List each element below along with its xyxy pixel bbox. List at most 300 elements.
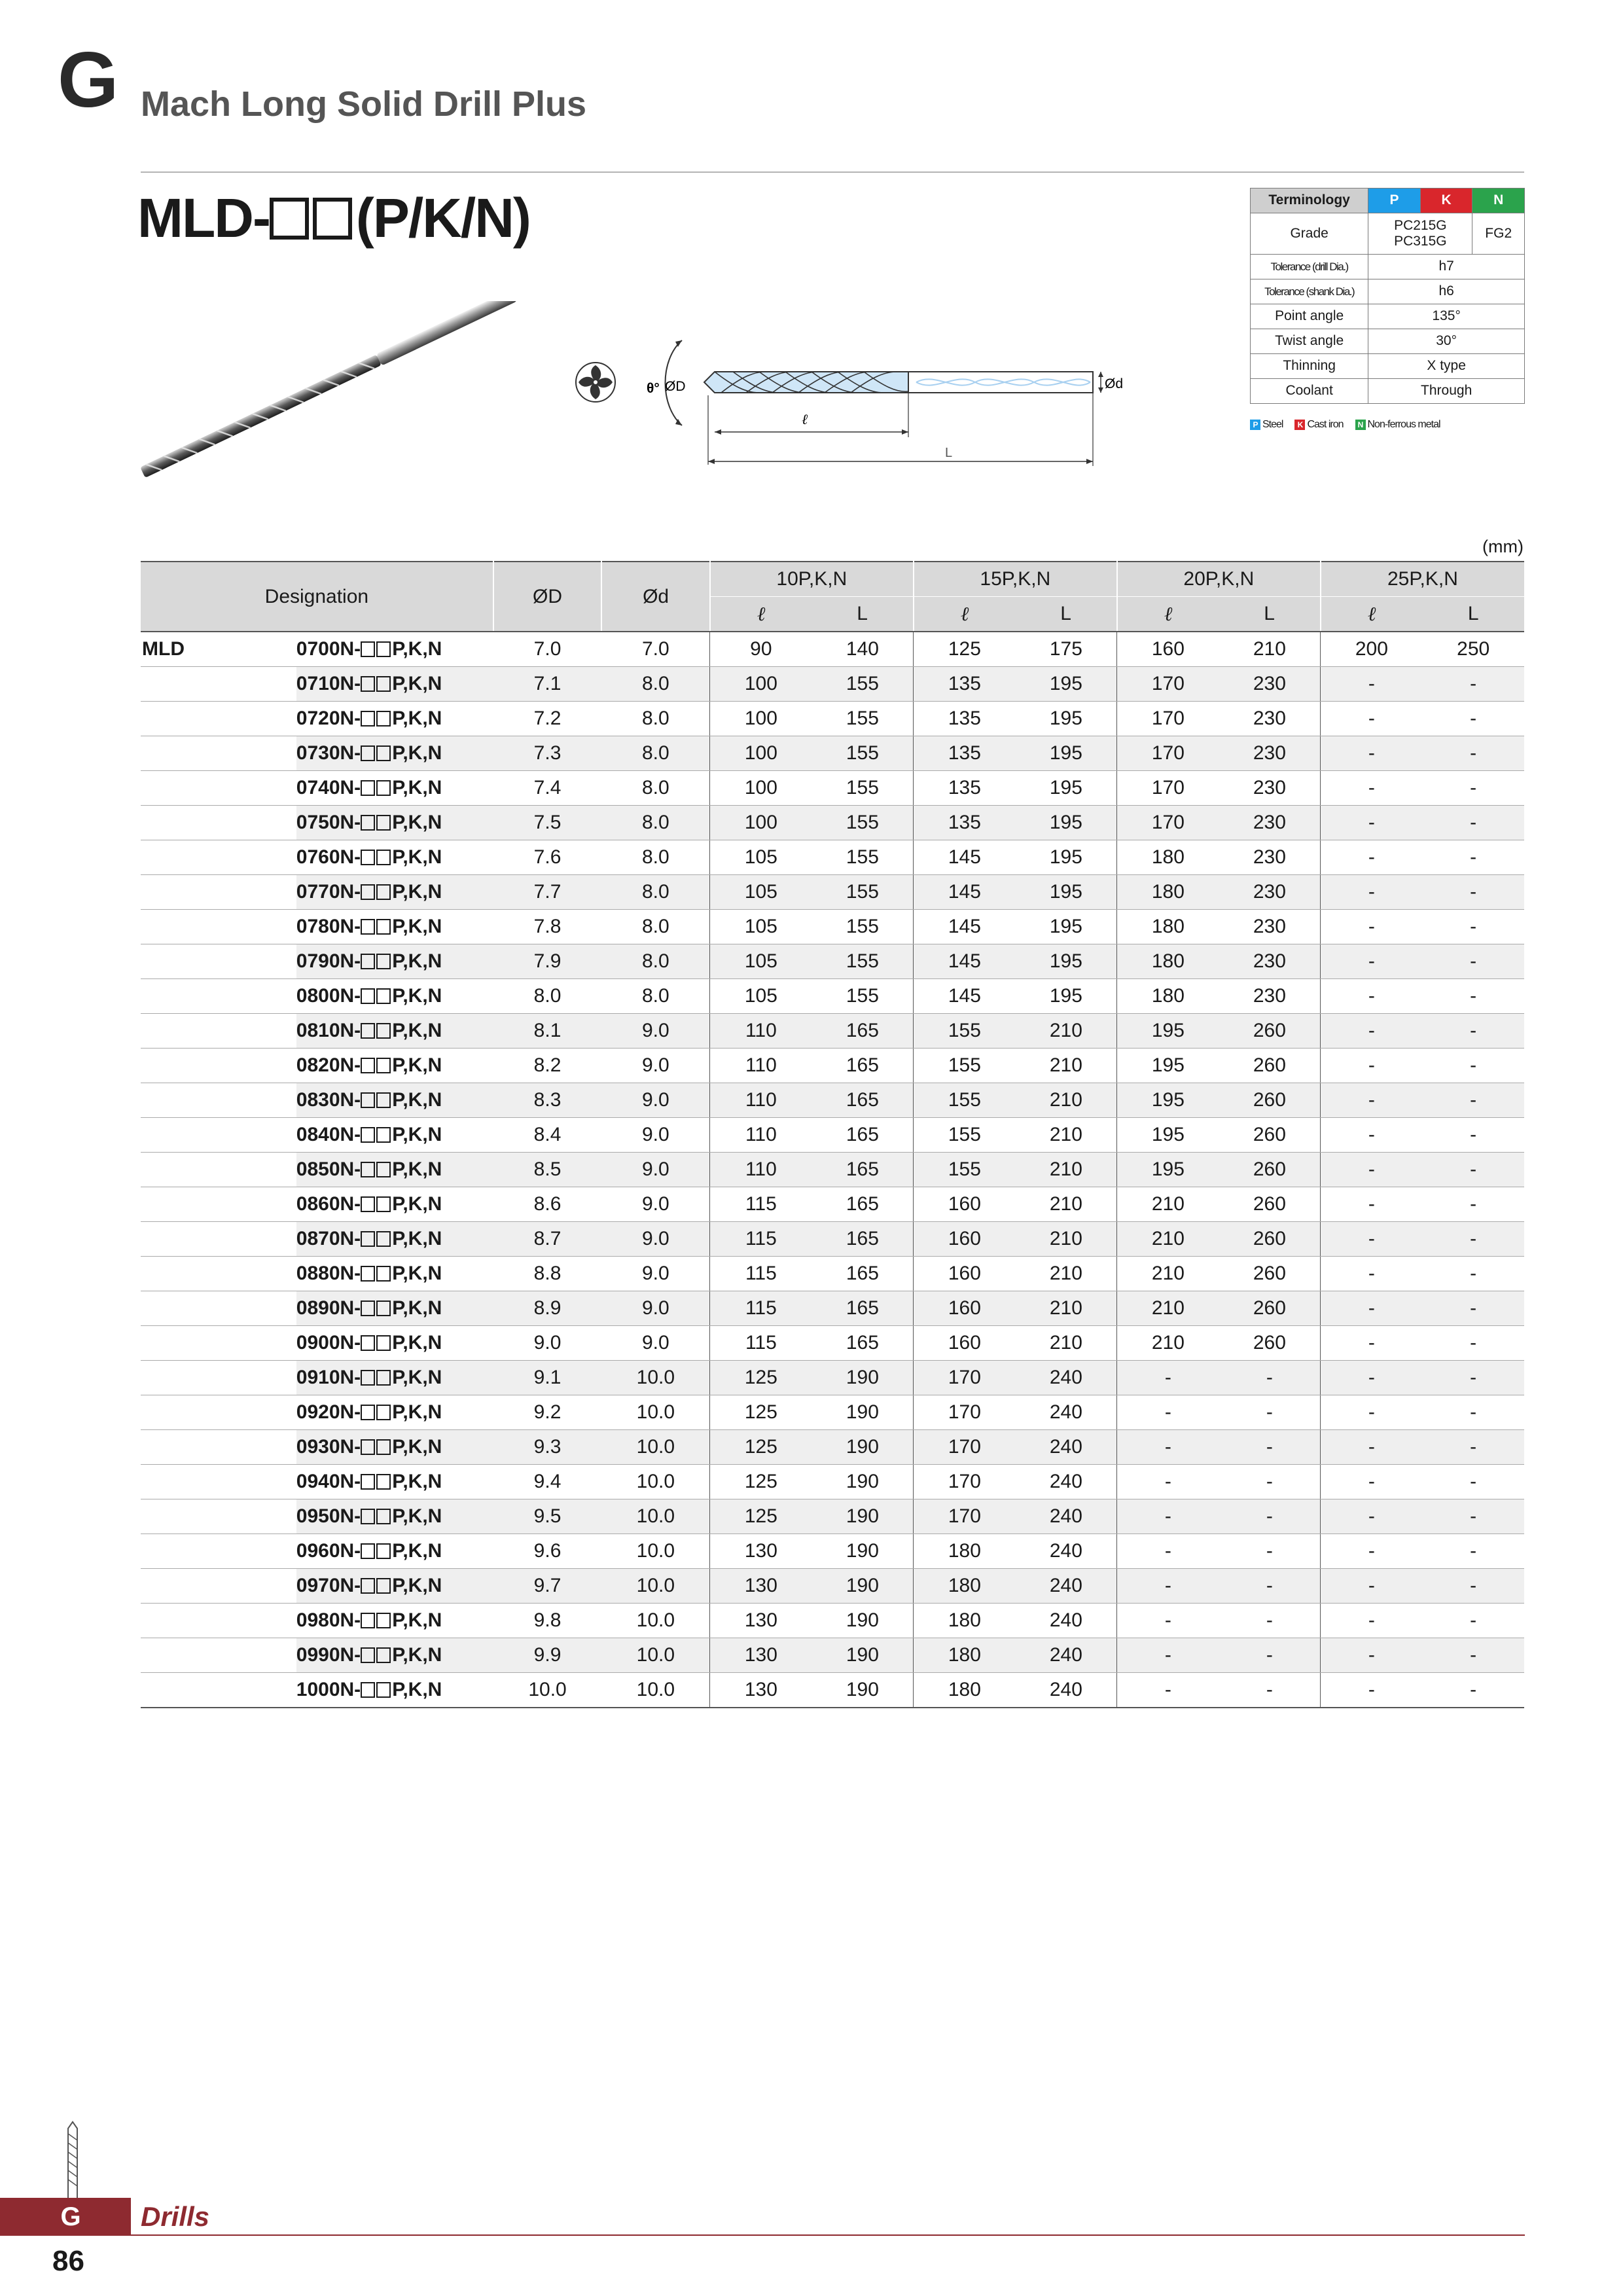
designation-suffix: P,K,N xyxy=(392,950,442,972)
section-tab-letter: G xyxy=(60,2202,81,2231)
designation-code: 0950N- xyxy=(296,1505,361,1527)
designation-code: 0990N- xyxy=(296,1644,361,1666)
designation-code: 0820N- xyxy=(296,1054,361,1076)
total-length-cell: - xyxy=(1422,875,1524,910)
designation-code: 0750N- xyxy=(296,812,361,833)
flute-length-cell: 145 xyxy=(914,944,1016,979)
flute-length-cell: 145 xyxy=(914,840,1016,875)
series-cell xyxy=(141,1604,296,1638)
legend-label: Cast iron xyxy=(1307,419,1344,430)
total-length-cell: - xyxy=(1219,1638,1321,1673)
total-length-cell: 250 xyxy=(1422,632,1524,667)
designation-cell xyxy=(296,1569,493,1604)
series-cell xyxy=(141,1257,296,1291)
code-placeholder-box xyxy=(376,1682,391,1698)
total-length-cell: 240 xyxy=(1015,1465,1117,1499)
code-placeholder-box xyxy=(361,676,375,692)
code-placeholder-box xyxy=(361,1474,375,1490)
designation-suffix: P,K,N xyxy=(392,1679,442,1700)
series-cell xyxy=(141,944,296,979)
dia-D-cell: 7.6 xyxy=(493,840,602,875)
group-header-10: 10P,K,N xyxy=(710,562,914,597)
flute-length-cell: 155 xyxy=(914,1049,1016,1083)
total-length-cell: 165 xyxy=(812,1118,914,1153)
flute-length-cell: 210 xyxy=(1117,1291,1219,1326)
total-length-cell: 260 xyxy=(1219,1291,1321,1326)
dia-D-header: ØD xyxy=(493,562,602,632)
table-row xyxy=(141,632,1524,667)
code-placeholder-box xyxy=(361,1405,375,1420)
code-placeholder-box xyxy=(361,1439,375,1455)
total-length-cell: 230 xyxy=(1219,910,1321,944)
term-value: Through xyxy=(1368,379,1525,404)
total-length-col-header: L xyxy=(1015,597,1117,632)
flute-length-cell: 135 xyxy=(914,667,1016,702)
series-cell xyxy=(141,840,296,875)
total-length-cell: - xyxy=(1219,1395,1321,1430)
flute-length-cell: 195 xyxy=(1117,1118,1219,1153)
dia-d-cell: 10.0 xyxy=(601,1361,710,1395)
grade-p-header: P xyxy=(1368,188,1421,213)
total-length-cell: 155 xyxy=(812,736,914,771)
flute-length-cell: - xyxy=(1117,1430,1219,1465)
total-length-cell: 155 xyxy=(812,840,914,875)
flute-length-cell: 135 xyxy=(914,702,1016,736)
designation-cell xyxy=(296,1118,493,1153)
designation-code: 0890N- xyxy=(296,1297,361,1319)
total-length-cell: 165 xyxy=(812,1049,914,1083)
designation-suffix: P,K,N xyxy=(392,1297,442,1319)
designation-suffix: P,K,N xyxy=(392,1505,442,1527)
dia-d-cell: 10.0 xyxy=(601,1395,710,1430)
flute-length-cell: 125 xyxy=(710,1499,812,1534)
designation-code: 0900N- xyxy=(296,1332,361,1354)
flute-length-cell: 125 xyxy=(710,1361,812,1395)
designation-code: 0960N- xyxy=(296,1540,361,1562)
dia-D-cell: 7.2 xyxy=(493,702,602,736)
code-placeholder-box xyxy=(361,954,375,969)
flute-length-cell: - xyxy=(1117,1361,1219,1395)
total-length-cell: 230 xyxy=(1219,667,1321,702)
flute-length-cell: 180 xyxy=(1117,944,1219,979)
flute-length-cell: 155 xyxy=(914,1083,1016,1118)
designation-code: 0920N- xyxy=(296,1401,361,1423)
code-placeholder-box xyxy=(376,815,391,831)
flute-length-cell: 200 xyxy=(1321,632,1423,667)
flute-length-cell: 125 xyxy=(710,1465,812,1499)
series-cell xyxy=(141,1291,296,1326)
total-length-cell: - xyxy=(1422,840,1524,875)
total-length-cell: 190 xyxy=(812,1361,914,1395)
product-title xyxy=(137,187,530,250)
flute-length-cell: 210 xyxy=(1117,1187,1219,1222)
section-label: Drills xyxy=(141,2201,210,2232)
designation-suffix: P,K,N xyxy=(392,638,442,660)
code-placeholder-box xyxy=(376,1405,391,1420)
dia-D-cell: 8.0 xyxy=(493,979,602,1014)
term-value: h6 xyxy=(1368,279,1525,304)
flute-length-cell: 125 xyxy=(914,632,1016,667)
total-length-cell: 155 xyxy=(812,944,914,979)
total-length-cell: - xyxy=(1219,1465,1321,1499)
total-length-cell: - xyxy=(1422,1153,1524,1187)
designation-code: 0840N- xyxy=(296,1124,361,1145)
flute-length-cell: 180 xyxy=(1117,979,1219,1014)
series-cell xyxy=(141,979,296,1014)
series-cell xyxy=(141,1014,296,1049)
designation-suffix: P,K,N xyxy=(392,1401,442,1423)
designation-code: 1000N- xyxy=(296,1679,361,1700)
total-length-cell: 210 xyxy=(1015,1153,1117,1187)
flute-length-cell: - xyxy=(1117,1638,1219,1673)
designation-cell xyxy=(296,1153,493,1187)
dia-D-cell: 8.5 xyxy=(493,1153,602,1187)
total-length-cell: 240 xyxy=(1015,1604,1117,1638)
flute-length-cell: - xyxy=(1321,1604,1423,1638)
dia-d-cell: 9.0 xyxy=(601,1153,710,1187)
section-title: Mach Long Solid Drill Plus xyxy=(141,84,587,124)
total-length-cell: 195 xyxy=(1015,702,1117,736)
legend-item-non-ferrous xyxy=(1355,419,1440,431)
legend-swatch-k: K xyxy=(1294,420,1305,430)
flute-length-cell: 90 xyxy=(710,632,812,667)
flute-length-label: ℓ xyxy=(802,412,808,428)
dia-D-cell: 9.6 xyxy=(493,1534,602,1569)
total-length-cell: - xyxy=(1422,1499,1524,1534)
total-length-cell: 240 xyxy=(1015,1638,1117,1673)
total-length-cell: 190 xyxy=(812,1638,914,1673)
flute-length-cell: - xyxy=(1321,702,1423,736)
designation-code: 0780N- xyxy=(296,916,361,937)
dia-D-cell: 8.7 xyxy=(493,1222,602,1257)
flute-length-cell: 170 xyxy=(914,1430,1016,1465)
designation-cell xyxy=(296,1673,493,1708)
code-placeholder-box xyxy=(361,1092,375,1108)
designation-code: 0800N- xyxy=(296,985,361,1007)
shank-diameter-label: Ød xyxy=(1105,376,1124,391)
code-placeholder-box xyxy=(376,1474,391,1490)
flute-length-cell: 180 xyxy=(914,1604,1016,1638)
total-length-cell: 210 xyxy=(1015,1222,1117,1257)
flute-length-cell: 110 xyxy=(710,1014,812,1049)
series-cell xyxy=(141,875,296,910)
dia-D-cell: 7.5 xyxy=(493,806,602,840)
product-prefix: MLD- xyxy=(137,187,270,249)
designation-suffix: P,K,N xyxy=(392,812,442,833)
dia-d-cell: 8.0 xyxy=(601,875,710,910)
designation-cell xyxy=(296,840,493,875)
drill-dimension-diagram xyxy=(569,321,1230,471)
dia-D-cell: 9.4 xyxy=(493,1465,602,1499)
dia-d-cell: 8.0 xyxy=(601,806,710,840)
flute-length-cell: 170 xyxy=(1117,736,1219,771)
flute-length-cell: 130 xyxy=(710,1604,812,1638)
flute-length-cell: 130 xyxy=(710,1673,812,1708)
code-placeholder-box xyxy=(361,1543,375,1559)
total-length-cell: 260 xyxy=(1219,1187,1321,1222)
total-length-cell: - xyxy=(1219,1673,1321,1708)
code-placeholder-box xyxy=(376,1058,391,1073)
series-cell xyxy=(141,1187,296,1222)
dia-d-cell: 9.0 xyxy=(601,1326,710,1361)
dia-d-cell: 9.0 xyxy=(601,1014,710,1049)
designation-cell xyxy=(296,736,493,771)
code-placeholder-box xyxy=(376,954,391,969)
series-cell xyxy=(141,1153,296,1187)
flute-length-cell: 110 xyxy=(710,1083,812,1118)
series-cell xyxy=(141,1395,296,1430)
total-length-cell: 175 xyxy=(1015,632,1117,667)
designation-code: 0700N- xyxy=(296,638,361,660)
total-length-cell: 230 xyxy=(1219,875,1321,910)
legend-item-steel xyxy=(1250,419,1283,431)
dia-D-cell: 10.0 xyxy=(493,1673,602,1708)
designation-cell xyxy=(296,1014,493,1049)
total-length-cell: - xyxy=(1422,1673,1524,1708)
total-length-cell: - xyxy=(1422,702,1524,736)
total-length-cell: 195 xyxy=(1015,806,1117,840)
total-length-cell: 210 xyxy=(1015,1187,1117,1222)
dia-D-cell: 8.9 xyxy=(493,1291,602,1326)
flute-length-cell: 180 xyxy=(1117,840,1219,875)
footer-divider xyxy=(131,2234,1525,2236)
total-length-cell: 155 xyxy=(812,771,914,806)
code-placeholder-box xyxy=(361,1196,375,1212)
table-row xyxy=(141,1153,1524,1187)
dia-D-cell: 9.5 xyxy=(493,1499,602,1534)
code-placeholder-box xyxy=(361,1613,375,1628)
dia-d-cell: 9.0 xyxy=(601,1049,710,1083)
flute-length-cell: - xyxy=(1321,1049,1423,1083)
flute-length-cell: - xyxy=(1321,979,1423,1014)
series-cell xyxy=(141,702,296,736)
total-length-cell: 195 xyxy=(1015,875,1117,910)
flute-length-cell: - xyxy=(1321,1534,1423,1569)
grade-n-header: N xyxy=(1472,188,1525,213)
table-row xyxy=(141,702,1524,736)
total-length-cell: - xyxy=(1422,1187,1524,1222)
designation-code: 0930N- xyxy=(296,1436,361,1458)
group-header-15: 15P,K,N xyxy=(914,562,1117,597)
flute-length-cell: - xyxy=(1321,1569,1423,1604)
total-length-label: L xyxy=(945,446,953,460)
grade-pk-value: PC215G PC315G xyxy=(1368,213,1472,255)
flute-length-cell: - xyxy=(1321,1083,1423,1118)
flute-length-cell: 160 xyxy=(1117,632,1219,667)
product-suffix: (P/K/N) xyxy=(355,187,530,249)
dia-d-cell: 8.0 xyxy=(601,840,710,875)
flute-length-cell: 195 xyxy=(1117,1153,1219,1187)
designation-cell xyxy=(296,1257,493,1291)
total-length-cell: - xyxy=(1422,1604,1524,1638)
table-row xyxy=(141,806,1524,840)
code-placeholder-box xyxy=(361,1127,375,1143)
flute-length-cell: 210 xyxy=(1117,1222,1219,1257)
series-cell xyxy=(141,1499,296,1534)
flute-length-cell: 105 xyxy=(710,979,812,1014)
flute-length-cell: 155 xyxy=(914,1118,1016,1153)
dia-D-cell: 7.1 xyxy=(493,667,602,702)
dia-d-cell: 9.0 xyxy=(601,1118,710,1153)
designation-code: 0880N- xyxy=(296,1263,361,1284)
table-row xyxy=(141,1083,1524,1118)
flute-length-cell: - xyxy=(1321,1673,1423,1708)
drill-end-view xyxy=(576,363,615,402)
series-cell: MLD xyxy=(141,632,296,667)
flute-length-col-header: ℓ xyxy=(914,597,1016,632)
total-length-cell: - xyxy=(1422,1014,1524,1049)
total-length-cell: 190 xyxy=(812,1569,914,1604)
total-length-cell: - xyxy=(1219,1604,1321,1638)
code-placeholder-box xyxy=(376,745,391,761)
code-placeholder-box xyxy=(376,1127,391,1143)
table-row xyxy=(141,944,1524,979)
flute-length-cell: 135 xyxy=(914,771,1016,806)
dia-d-cell: 8.0 xyxy=(601,910,710,944)
dia-D-cell: 8.3 xyxy=(493,1083,602,1118)
series-cell xyxy=(141,910,296,944)
total-length-cell: - xyxy=(1422,1638,1524,1673)
flute-length-cell: - xyxy=(1117,1395,1219,1430)
flute-length-cell: 115 xyxy=(710,1257,812,1291)
flute-length-cell: - xyxy=(1321,1257,1423,1291)
flute-length-cell: 105 xyxy=(710,910,812,944)
code-placeholder-box xyxy=(361,780,375,796)
designation-suffix: P,K,N xyxy=(392,1124,442,1145)
flute-length-cell: 130 xyxy=(710,1638,812,1673)
flute-length-cell: 115 xyxy=(710,1187,812,1222)
flute-length-cell: 100 xyxy=(710,667,812,702)
total-length-cell: 210 xyxy=(1015,1291,1117,1326)
series-cell xyxy=(141,771,296,806)
material-legend xyxy=(1250,419,1440,431)
total-length-cell: 190 xyxy=(812,1673,914,1708)
series-cell xyxy=(141,1222,296,1257)
flute-length-cell: 180 xyxy=(914,1569,1016,1604)
designation-cell xyxy=(296,1604,493,1638)
total-length-cell: 195 xyxy=(1015,771,1117,806)
total-length-cell: - xyxy=(1422,1465,1524,1499)
total-length-cell: 260 xyxy=(1219,1222,1321,1257)
code-placeholder-box xyxy=(376,1162,391,1177)
series-cell xyxy=(141,1465,296,1499)
legend-label: Non-ferrous metal xyxy=(1367,419,1440,430)
designation-cell xyxy=(296,1534,493,1569)
code-placeholder-box xyxy=(361,1682,375,1698)
dia-d-cell: 8.0 xyxy=(601,771,710,806)
code-placeholder-box xyxy=(376,1266,391,1282)
total-length-cell: - xyxy=(1422,1083,1524,1118)
total-length-cell: 210 xyxy=(1015,1257,1117,1291)
flute-length-cell: 110 xyxy=(710,1118,812,1153)
total-length-cell: 190 xyxy=(812,1604,914,1638)
designation-suffix: P,K,N xyxy=(392,1228,442,1249)
flute-length-cell: - xyxy=(1321,771,1423,806)
total-length-cell: 260 xyxy=(1219,1118,1321,1153)
designation-suffix: P,K,N xyxy=(392,708,442,729)
flute-length-cell: 195 xyxy=(1117,1083,1219,1118)
code-placeholder-box xyxy=(376,1196,391,1212)
code-placeholder-box xyxy=(361,1058,375,1073)
flute-length-cell: 170 xyxy=(914,1395,1016,1430)
total-length-cell: 260 xyxy=(1219,1014,1321,1049)
dia-d-cell: 9.0 xyxy=(601,1291,710,1326)
drill-dimension-table xyxy=(141,561,1524,1708)
flute-length-cell: 180 xyxy=(914,1673,1016,1708)
dia-D-cell: 8.2 xyxy=(493,1049,602,1083)
code-placeholder-box xyxy=(376,1370,391,1386)
total-length-cell: 210 xyxy=(1015,1049,1117,1083)
dia-d-cell: 10.0 xyxy=(601,1534,710,1569)
total-length-cell: 240 xyxy=(1015,1569,1117,1604)
designation-suffix: P,K,N xyxy=(392,1644,442,1666)
designation-cell xyxy=(296,1638,493,1673)
flute-length-cell: - xyxy=(1321,1465,1423,1499)
flute-length-cell: - xyxy=(1117,1499,1219,1534)
total-length-cell: - xyxy=(1422,944,1524,979)
dia-d-cell: 10.0 xyxy=(601,1569,710,1604)
flute-length-cell: 155 xyxy=(914,1153,1016,1187)
flute-length-cell: 115 xyxy=(710,1291,812,1326)
total-length-cell: 230 xyxy=(1219,771,1321,806)
dia-d-cell: 10.0 xyxy=(601,1465,710,1499)
total-length-cell: 260 xyxy=(1219,1049,1321,1083)
flute-length-cell: 145 xyxy=(914,875,1016,910)
designation-header: Designation xyxy=(141,562,493,632)
table-row xyxy=(141,1499,1524,1534)
total-length-cell: - xyxy=(1422,806,1524,840)
code-placeholder-box xyxy=(313,198,352,240)
code-placeholder-box xyxy=(361,711,375,726)
total-length-cell: 260 xyxy=(1219,1257,1321,1291)
flute-length-cell: 170 xyxy=(914,1499,1016,1534)
flute-length-cell: 110 xyxy=(710,1153,812,1187)
code-placeholder-box xyxy=(361,641,375,657)
code-placeholder-box xyxy=(361,919,375,935)
flute-length-cell: - xyxy=(1321,1326,1423,1361)
legend-swatch-p: P xyxy=(1250,420,1260,430)
code-placeholder-box xyxy=(361,884,375,900)
table-row xyxy=(141,840,1524,875)
total-length-cell: - xyxy=(1422,979,1524,1014)
code-placeholder-box xyxy=(361,1023,375,1039)
flute-length-col-header: ℓ xyxy=(1321,597,1423,632)
code-placeholder-box xyxy=(361,1266,375,1282)
total-length-cell: 165 xyxy=(812,1326,914,1361)
code-placeholder-box xyxy=(376,1647,391,1663)
total-length-cell: - xyxy=(1422,1569,1524,1604)
designation-suffix: P,K,N xyxy=(392,777,442,798)
dia-d-cell: 8.0 xyxy=(601,736,710,771)
code-placeholder-box xyxy=(376,1439,391,1455)
term-label: Coolant xyxy=(1251,379,1368,404)
flute-length-cell: 105 xyxy=(710,875,812,910)
code-placeholder-box xyxy=(376,884,391,900)
term-label: Point angle xyxy=(1251,304,1368,329)
designation-cell xyxy=(296,1291,493,1326)
page-number: 86 xyxy=(52,2245,84,2277)
flute-length-cell: 125 xyxy=(710,1430,812,1465)
flute-length-cell: - xyxy=(1321,1638,1423,1673)
designation-cell xyxy=(296,632,493,667)
dia-d-cell: 10.0 xyxy=(601,1673,710,1708)
total-length-cell: 210 xyxy=(1015,1014,1117,1049)
flute-length-cell: 210 xyxy=(1117,1257,1219,1291)
total-length-cell: 240 xyxy=(1015,1395,1117,1430)
dia-d-cell: 8.0 xyxy=(601,944,710,979)
flute-length-cell: - xyxy=(1117,1569,1219,1604)
flute-length-cell: 160 xyxy=(914,1187,1016,1222)
